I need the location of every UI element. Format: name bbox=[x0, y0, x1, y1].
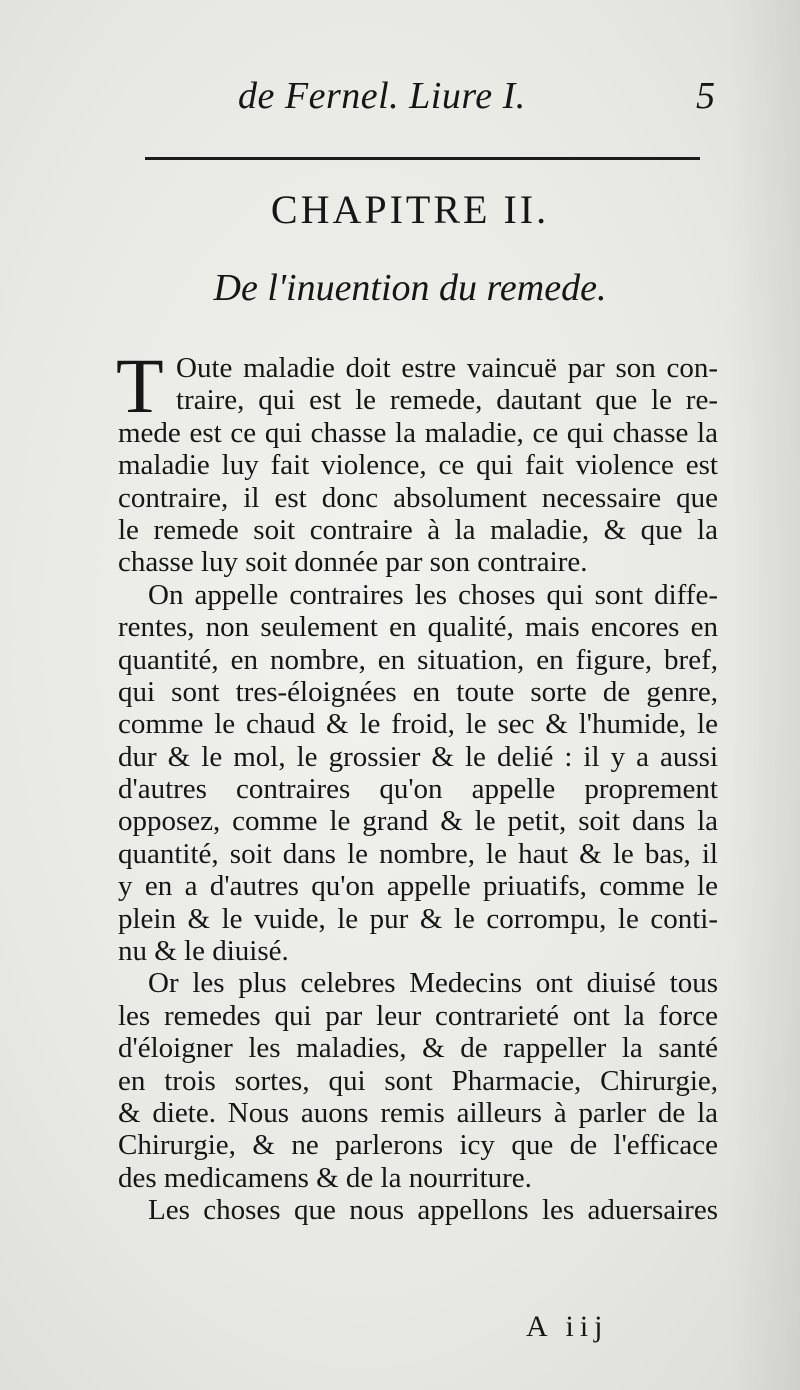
text-line: rentes, non seulement en qualité, mais encores en bbox=[118, 611, 718, 644]
text-line: dur & le mol, le grossier & le delié : il y a aussi bbox=[118, 740, 718, 773]
text-line: plein & le vuide, le pur & le corrompu, le conti- bbox=[118, 902, 718, 935]
text-line: quantité, soit dans le nombre, le haut & le bas, il bbox=[118, 837, 718, 870]
body-text bbox=[116, 342, 718, 1227]
chapter-subtitle: De l'inuention du remede. bbox=[213, 267, 607, 309]
text-line: qui sont tres-éloignées en toute sorte de genre, bbox=[118, 675, 718, 708]
running-head-title: de Fernel. Liure I. bbox=[238, 75, 526, 117]
text-line: Les choses que nous appellons les aduersaires bbox=[148, 1194, 718, 1227]
drop-cap: T bbox=[116, 342, 164, 429]
text-line: traire, qui est le remede, dautant que le re- bbox=[176, 384, 718, 417]
text-line: comme le chaud & le froid, le sec & l'humide, le bbox=[118, 708, 718, 741]
text-line: le remede soit contraire à la maladie, & que la bbox=[118, 513, 718, 546]
text-line: contraire, il est donc absolument necessaire que bbox=[118, 481, 718, 514]
text-line: d'éloigner les maladies, & de rappeller la santé bbox=[118, 1032, 718, 1065]
text-line: opposez, comme le grand & le petit, soit dans la bbox=[118, 805, 718, 838]
text-line: les remedes qui par leur contrarieté ont la force bbox=[118, 999, 718, 1032]
text-line: chasse luy soit donnée par son contraire. bbox=[118, 546, 588, 579]
signature-mark: A iij bbox=[526, 1310, 609, 1343]
text-line: y en a d'autres qu'on appelle priuatifs, comme le bbox=[118, 870, 718, 903]
text-line: Chirurgie, & ne parlerons icy que de l'efficace bbox=[118, 1129, 718, 1162]
text-line: Oute maladie doit estre vaincuë par son con- bbox=[176, 352, 718, 384]
text-line: Or les plus celebres Medecins ont diuisé tous bbox=[148, 967, 718, 1000]
text-line: des medicamens & de la nourriture. bbox=[118, 1161, 532, 1194]
header-rule bbox=[145, 157, 700, 160]
text-line: maladie luy fait violence, ce qui fait violence est bbox=[118, 449, 718, 482]
page-number: 5 bbox=[696, 75, 715, 117]
running-head bbox=[0, 74, 800, 120]
text-line: mede est ce qui chasse la maladie, ce qui chasse la bbox=[118, 416, 718, 449]
text-line: en trois sortes, qui sont Pharmacie, Chirurgie, bbox=[118, 1064, 718, 1097]
text-line: quantité, en nombre, en situation, en figure, bref, bbox=[118, 643, 718, 676]
text-line: & diete. Nous auons remis ailleurs à parler de la bbox=[118, 1096, 718, 1129]
text-line: nu & le diuisé. bbox=[118, 935, 289, 968]
text-line: On appelle contraires les choses qui sont diffe- bbox=[148, 578, 718, 611]
chapter-title: CHAPITRE II. bbox=[270, 187, 550, 232]
text-line: d'autres contraires qu'on appelle proprement bbox=[118, 773, 718, 806]
